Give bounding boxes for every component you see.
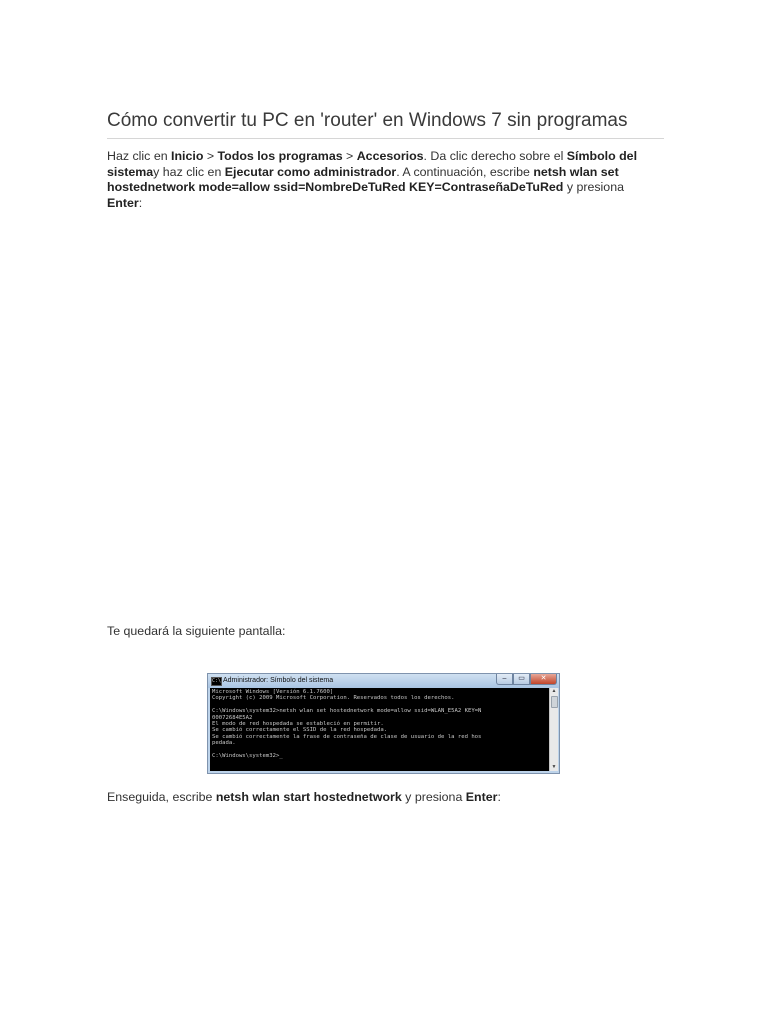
cmd-window-screenshot [207, 673, 560, 774]
console-line: Microsoft Windows [Versión 6.1.7600] [212, 689, 334, 695]
bold-todos-los-programas: Todos los programas [217, 149, 343, 163]
text: > [342, 149, 357, 163]
text: y haz clic en [153, 164, 225, 179]
text: : [497, 790, 501, 804]
article-title: Cómo convertir tu PC en 'router' en Windows 7 sin programas [107, 110, 664, 139]
text: . Da clic derecho sobre el [423, 149, 567, 163]
console-line: pedada. [212, 740, 236, 747]
console-line: C:\Windows\system32>netsh wlan set hostednetwork mode=allow ssid=WLAN_E5A2 KEY=N [212, 708, 482, 715]
instruction-paragraph-2: Te quedará la siguiente pantalla: [107, 624, 286, 638]
console-line: Se cambió correctamente la frase de contraseña de clase de usuario de la red hos [212, 733, 482, 740]
close-icon: ✕ [530, 674, 557, 685]
scroll-down-icon: ▼ [551, 764, 557, 770]
instruction-paragraph-1 [107, 149, 662, 211]
bold-netsh-start-command: netsh wlan start hostednetwork [215, 790, 402, 804]
console-line: 00072684E5A2 [212, 714, 253, 721]
cmd-console-output [210, 688, 549, 771]
cmd-scrollbar [549, 688, 558, 771]
console-line: Copyright (c) 2009 Microsoft Corporation. Reservados todos los derechos. [212, 695, 455, 702]
text: > [203, 149, 218, 163]
console-line: El modo de red hospedada se estableció en permitir. [212, 720, 384, 727]
console-line: C:\Windows\system32>_ [212, 752, 283, 759]
text: y presiona [563, 180, 624, 194]
bold-netsh-command: netsh wlan set hostednetwork mode=allow ssid=NombreDeTuRed KEY=ContraseñaDeTuRed [107, 164, 619, 194]
bold-simbolo-del-sistema: Símbolo del sistema [107, 149, 638, 179]
text: Haz clic en [107, 149, 172, 163]
text: : [138, 195, 143, 210]
scroll-up-icon: ▲ [551, 688, 557, 694]
text: . A continuación, escribe [396, 164, 534, 179]
bold-accesorios: Accesorios [356, 149, 424, 163]
cmd-window-title: Administrador: Símbolo del sistema [223, 677, 334, 684]
instruction-paragraph-3 [107, 790, 662, 806]
minimize-icon: – [496, 674, 513, 685]
scroll-thumb [551, 696, 558, 708]
text: y presiona [401, 790, 466, 804]
text: Enseguida, escribe [107, 790, 216, 804]
cmd-window-controls [496, 674, 557, 685]
bold-enter: Enter [465, 790, 498, 804]
bold-enter: Enter [107, 195, 139, 210]
bold-inicio: Inicio [171, 149, 204, 163]
maximize-icon: ▭ [513, 674, 530, 685]
bold-ejecutar-como-administrador: Ejecutar como administrador [224, 164, 397, 179]
cmd-app-icon: C:\ [212, 678, 222, 684]
cmd-titlebar [208, 674, 559, 688]
console-line: Se cambió correctamente el SSID de la red hospedada. [212, 727, 388, 734]
